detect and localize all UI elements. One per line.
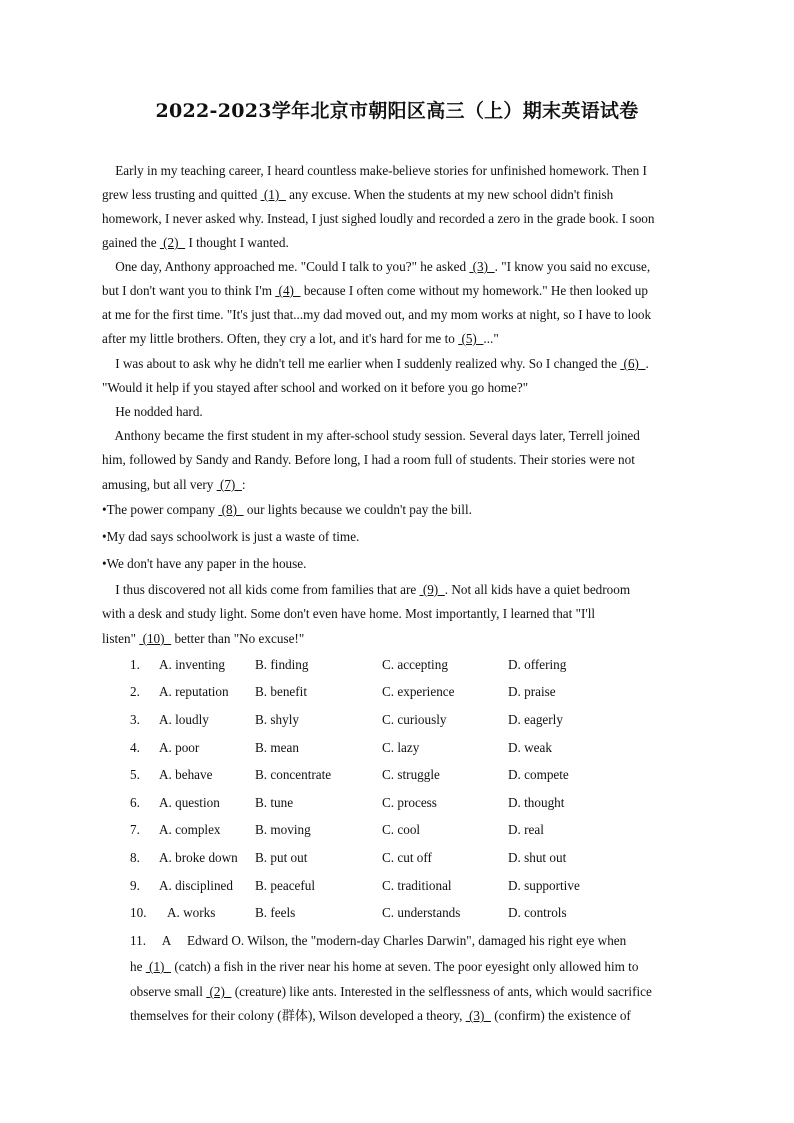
answer-blank: (3)	[465, 1008, 491, 1023]
option-a: A. poor	[159, 740, 200, 755]
option-b: B. finding	[255, 657, 309, 672]
text-segment: 11. A Edward O. Wilson, the "modern-day Charles Darwin", damaged his right eye when	[130, 933, 627, 948]
passage-line	[102, 403, 203, 421]
option-a: A. broke down	[159, 850, 238, 865]
passage-line	[102, 210, 655, 228]
passage-line	[102, 355, 649, 373]
text-segment: him, followed by Sandy and Randy. Before long, I had a room full of students. Their stories were not	[102, 452, 635, 467]
question-number: 10.	[130, 905, 147, 920]
passage-line	[102, 162, 647, 180]
option-d: D. thought	[508, 795, 565, 810]
option-d: D. praise	[508, 684, 556, 699]
text-segment: Early in my teaching career, I heard countless make-believe stories for unfinished homework. Then I	[102, 163, 647, 178]
question-number: 4.	[130, 740, 140, 755]
option-d: D. eagerly	[508, 712, 563, 727]
passage-line	[102, 427, 640, 445]
text-segment: but I don't want you to think I'm	[102, 283, 276, 298]
passage-line	[102, 630, 304, 648]
text-segment: homework, I never asked why. Instead, I just sighed loudly and recorded a zero in the grade book. I soon	[102, 211, 655, 226]
answer-blank: (2)	[206, 984, 232, 999]
question-number: 1.	[130, 657, 140, 672]
text-segment: ..."	[483, 331, 499, 346]
text-segment: •The power company	[102, 502, 219, 517]
answer-blank: (9)	[419, 582, 445, 597]
question-number: 3.	[130, 712, 140, 727]
text-segment: •We don't have any paper in the house.	[102, 556, 307, 571]
text-segment: I thought I wanted.	[185, 235, 289, 250]
answer-blank: (3)	[469, 259, 495, 274]
text-segment: . "I know you said no excuse,	[494, 259, 651, 274]
text-segment: at me for the first time. "It's just that...my dad moved out, and my mom works at night, so I have to look	[102, 307, 652, 322]
passage-line	[102, 605, 595, 623]
answer-blank: (1)	[145, 959, 172, 974]
q11-line	[130, 958, 638, 976]
option-c: C. lazy	[382, 740, 420, 755]
option-c: C. understands	[382, 905, 461, 920]
question-number: 2.	[130, 684, 140, 699]
answer-blank: (2)	[159, 235, 186, 250]
text-segment: with a desk and study light. Some don't even have home. Most importantly, I learned that "I'll	[102, 606, 596, 621]
answer-blank: (7)	[216, 477, 242, 492]
passage-line	[102, 306, 651, 324]
text-segment: .	[645, 356, 649, 371]
option-a: A. reputation	[159, 684, 229, 699]
option-d: D. shut out	[508, 850, 567, 865]
passage-line	[102, 555, 306, 573]
option-c: C. struggle	[382, 767, 440, 782]
option-row	[0, 849, 794, 867]
passage-line	[102, 379, 528, 397]
question-number: 6.	[130, 795, 140, 810]
option-d: D. compete	[508, 767, 569, 782]
passage-line	[102, 234, 289, 252]
option-a: A. complex	[159, 822, 221, 837]
option-row	[0, 794, 794, 812]
answer-blank: (1)	[260, 187, 286, 202]
option-a: A. works	[167, 905, 216, 920]
option-d: D. controls	[508, 905, 567, 920]
option-a: A. behave	[159, 767, 213, 782]
answer-blank: (10)	[139, 631, 172, 646]
option-row	[0, 739, 794, 757]
option-d: D. supportive	[508, 878, 580, 893]
text-segment: "Would it help if you stayed after school and worked on it before you go home?"	[102, 380, 529, 395]
text-segment: better than "No excuse!"	[171, 631, 305, 646]
option-c: C. process	[382, 795, 437, 810]
text-segment: One day, Anthony approached me. "Could I talk to you?" he asked	[102, 259, 470, 274]
option-c: C. traditional	[382, 878, 452, 893]
question-number: 8.	[130, 850, 140, 865]
option-row	[0, 711, 794, 729]
option-d: D. real	[508, 822, 544, 837]
answer-blank: (5)	[458, 331, 484, 346]
text-segment: our lights because we couldn't pay the bill.	[243, 502, 472, 517]
passage-line	[102, 581, 630, 599]
text-segment: He nodded hard.	[102, 404, 203, 419]
option-b: B. moving	[255, 822, 311, 837]
passage-line	[102, 330, 499, 348]
text-segment: . Not all kids have a quiet bedroom	[444, 582, 631, 597]
text-segment: because I often come without my homework." He then looked up	[300, 283, 648, 298]
option-b: B. shyly	[255, 712, 299, 727]
option-a: A. inventing	[159, 657, 225, 672]
option-c: C. cut off	[382, 850, 432, 865]
option-row	[0, 766, 794, 784]
text-segment: Anthony became the first student in my after-school study session. Several days later, Terrell joined	[102, 428, 640, 443]
passage-line	[102, 186, 613, 204]
question-number: 9.	[130, 878, 140, 893]
option-c: C. curiously	[382, 712, 447, 727]
text-segment: themselves for their colony (群体), Wilson developed a theory,	[130, 1008, 466, 1023]
text-segment: he	[130, 959, 146, 974]
text-segment: amusing, but all very	[102, 477, 217, 492]
option-a: A. question	[159, 795, 220, 810]
text-segment: after my little brothers. Often, they cry a lot, and it's hard for me to	[102, 331, 459, 346]
option-c: C. accepting	[382, 657, 448, 672]
answer-blank: (8)	[218, 502, 244, 517]
text-segment: grew less trusting and quitted	[102, 187, 261, 202]
text-segment: I thus discovered not all kids come from families that are	[102, 582, 420, 597]
question-number: 7.	[130, 822, 140, 837]
text-segment: I was about to ask why he didn't tell me earlier when I suddenly realized why. So I changed the	[102, 356, 621, 371]
text-segment: (confirm) the existence of	[490, 1008, 631, 1023]
option-row	[0, 904, 794, 922]
option-a: A. disciplined	[159, 878, 233, 893]
text-segment: any excuse. When the students at my new school didn't finish	[285, 187, 614, 202]
option-row	[0, 683, 794, 701]
text-segment: observe small	[130, 984, 207, 999]
option-b: B. benefit	[255, 684, 308, 699]
passage-line	[102, 476, 246, 494]
option-b: B. mean	[255, 740, 299, 755]
text-segment: :	[241, 477, 246, 492]
option-a: A. loudly	[159, 712, 209, 727]
option-row	[0, 877, 794, 895]
answer-blank: (6)	[620, 356, 646, 371]
q11-line	[130, 983, 652, 1001]
text-segment: (creature) like ants. Interested in the selflessness of ants, which would sacrifice	[231, 984, 652, 999]
q11-line	[130, 1007, 631, 1025]
option-d: D. weak	[508, 740, 552, 755]
answer-blank: (4)	[275, 283, 301, 298]
text-segment: (catch) a fish in the river near his home at seven. The poor eyesight only allowed him to	[171, 959, 639, 974]
option-d: D. offering	[508, 657, 567, 672]
passage-line	[102, 501, 472, 519]
text-segment: gained the	[102, 235, 160, 250]
option-b: B. feels	[255, 905, 296, 920]
option-b: B. peaceful	[255, 878, 316, 893]
passage-line	[102, 282, 648, 300]
question-number: 5.	[130, 767, 140, 782]
passage-line	[102, 258, 650, 276]
option-b: B. tune	[255, 795, 294, 810]
text-segment: listen"	[102, 631, 140, 646]
option-c: C. experience	[382, 684, 455, 699]
option-b: B. put out	[255, 850, 308, 865]
page-title: 2022-2023学年北京市朝阳区高三（上）期末英语试卷	[155, 100, 639, 122]
passage-line	[102, 528, 359, 546]
option-row	[0, 656, 794, 674]
text-segment: •My dad says schoolwork is just a waste of time.	[102, 529, 360, 544]
option-c: C. cool	[382, 822, 421, 837]
option-row	[0, 821, 794, 839]
option-b: B. concentrate	[255, 767, 332, 782]
q11-line	[130, 932, 626, 950]
passage-line	[102, 451, 635, 469]
